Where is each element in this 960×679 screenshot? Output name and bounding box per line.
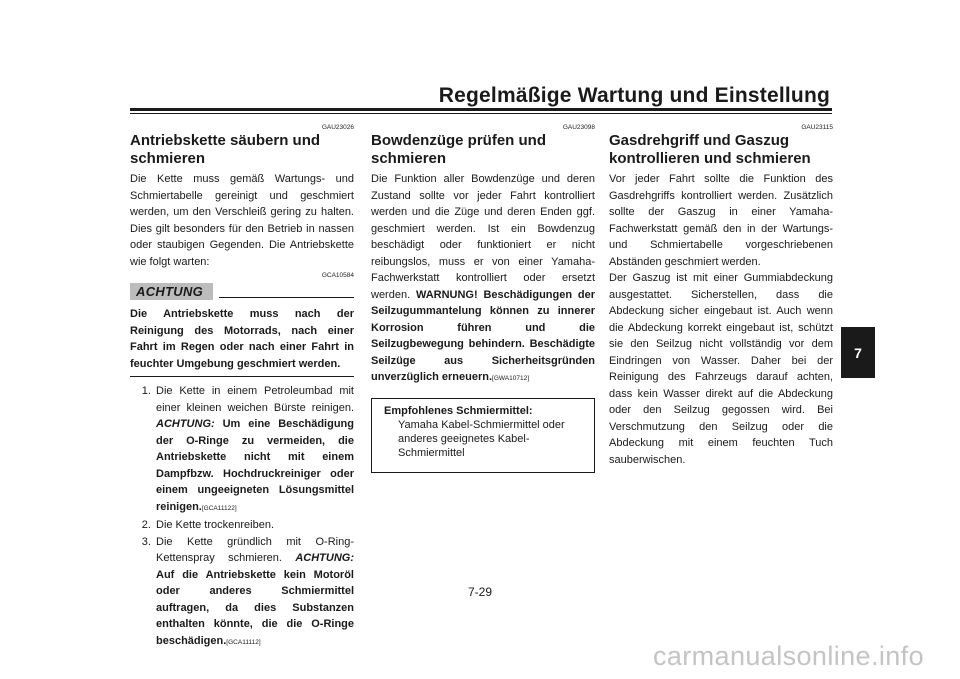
step-item	[154, 383, 354, 517]
step-text: Die Kette in einem Petroleumbad mit einer kleinen weichen Bürste reinigen.	[156, 385, 354, 414]
step-item	[154, 517, 354, 534]
caution-code: GCA10584	[321, 272, 354, 279]
section-paragraph-2: Der Gaszug ist mit einer Gummiabdeckung ausgestattet. Sicherstellen, dass die Abdeckung sicher eingebaut ist. Auch wenn die Abdeckung korrekt eingebaut ist, schützt sie den Seilzug nicht vollständig vor dem Eindringen von Wasser. Daher bei der Reinigung des Fahrzeugs darauf achten, dass kein Wasser direkt auf die Abdeckung oder den Seilzug gegossen wird. Bei Verschmutzung den Seilzug oder die Abdeckung mit einem feuchten Tuch sauberwischen.	[609, 272, 833, 466]
section-code: GAU23098	[562, 124, 595, 131]
step-text: Die Kette gründlich mit O-Ring-Kettenspray schmieren.	[156, 535, 354, 564]
header-rule	[130, 108, 832, 111]
column-throttle	[609, 124, 833, 468]
step-text: Die Kette trockenreiben.	[156, 519, 275, 531]
section-paragraph-1: Vor jeder Fahrt sollte die Funktion des Gasdrehgriffs kontrolliert werden. Zusätzlich sollte der Gaszug in einer Yamaha-Fachwerkstatt gemäß den in der Wartungs- und Schmiertabelle vorgeschriebenen Abständen geschmiert werden.	[609, 173, 833, 268]
column-bowden-cables	[371, 124, 595, 473]
warning-text: WARNUNG! Beschädigungen der Seilzugummantelung können zu innerer Korrosion führen und die Seilzugbewegung behindern. Beschädigte Seilzüge aus Sicherheitsgründen unverzüglich erneuern.	[371, 288, 595, 383]
step-caution-code: [GCA11122]	[201, 504, 237, 512]
caution-label: ACHTUNG	[130, 283, 213, 300]
caution-divider	[219, 297, 354, 298]
warning-code: [GWA10712]	[492, 375, 530, 382]
section-title: Antriebskette säubern und schmieren	[130, 132, 321, 167]
lubricant-title: Empfohlenes Schmiermittel:	[384, 404, 533, 417]
page-number: 7-29	[467, 585, 493, 599]
header-rule-thin	[130, 113, 832, 114]
step-caution-text: Um eine Beschädigung der O-Ringe zu vermeiden, die Antriebskette nicht mit einem Dampfbzw. Hochdruckreiniger oder einem ungeeigneten Lösungsmittel reinigen.	[156, 418, 354, 513]
section-title: Bowdenzüge prüfen und schmieren	[371, 132, 546, 167]
watermark: carmanualsonline.info	[652, 641, 924, 671]
section-intro: Die Kette muss gemäß Wartungs- und Schmiertabelle gereinigt und geschmiert werden, um den Verschleiß gering zu halten. Dies gilt besonders für den Betrieb in nassen oder staubigen Gegenden. Die Antriebskette wie folgt warten:	[130, 173, 354, 268]
caution-header	[130, 283, 354, 300]
step-caution-label: ACHTUNG:	[156, 418, 215, 430]
lubricant-text: Yamaha Kabel-Schmiermittel oder anderes geeignetes Kabel-Schmiermittel	[398, 418, 565, 459]
step-caution-code: [GCA11112]	[226, 638, 261, 646]
lubricant-box	[371, 398, 595, 473]
section-title: Gasdrehgriff und Gaszug kontrollieren und schmieren	[609, 132, 811, 167]
chapter-tab: 7	[841, 327, 875, 378]
step-caution-text: Auf die Antriebskette kein Motoröl oder anderes Schmiermittel auftragen, da dies Substanzen enthalten könnte, die die O-Ringe beschädigen.	[156, 568, 354, 647]
column-drive-chain	[130, 124, 354, 651]
section-text: Die Funktion aller Bowdenzüge und deren Zustand sollte vor jeder Fahrt kontrolliert werden und die Züge und deren Enden ggf. geschmiert werden. Ist ein Bowdenzug beschädigt oder funktioniert er nicht reibungslos, muss er von einer Yamaha-Fachwerkstatt kontrolliert oder ersetzt werden.	[371, 173, 595, 301]
step-list	[130, 383, 354, 651]
caution-text: Die Antriebskette muss nach der Reinigung des Motorrads, nach einer Fahrt im Regen oder nach einer Fahrt in feuchter Umgebung geschmiert werden.	[130, 306, 354, 377]
section-body	[371, 171, 595, 388]
step-caution-label: ACHTUNG:	[295, 552, 354, 564]
page-header-title: Regelmäßige Wartung und Einstellung	[438, 84, 830, 107]
section-code: GAU23026	[321, 124, 354, 131]
section-code: GAU23115	[801, 124, 833, 131]
